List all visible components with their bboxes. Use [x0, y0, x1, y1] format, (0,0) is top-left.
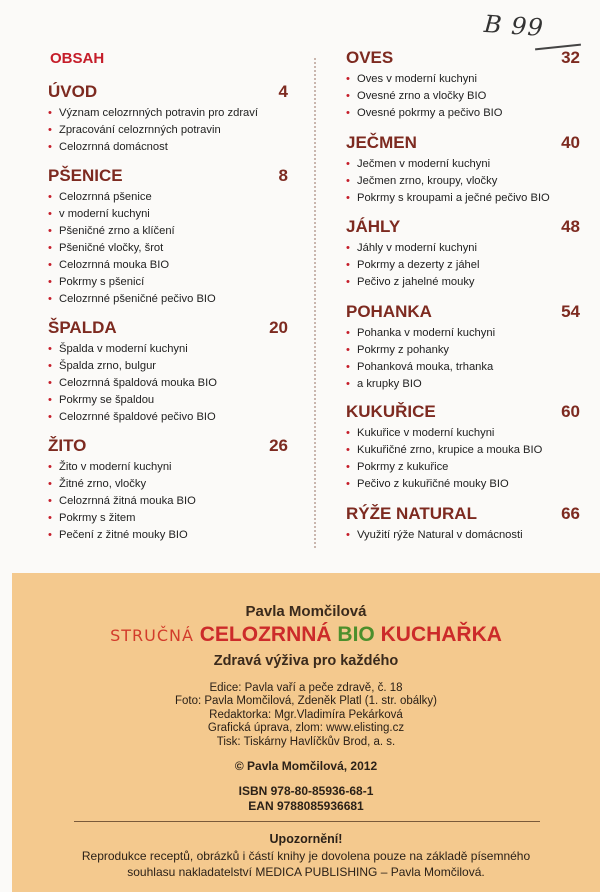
- toc-section: [346, 48, 580, 122]
- toc-item-list: [48, 459, 288, 544]
- toc-item: • Pečivo z jahelné mouky: [346, 274, 580, 291]
- toc-item: • Pokrmy z pohanky: [346, 342, 580, 359]
- author-name: Pavla Momčilová: [245, 603, 367, 620]
- title-part-2: BIO: [337, 623, 375, 646]
- toc-section-page: 40: [561, 133, 580, 152]
- toc-item: • Žito v moderní kuchyni: [48, 459, 288, 476]
- toc-section-header: [48, 82, 288, 102]
- toc-section-page: 8: [278, 166, 288, 185]
- toc-item-list: [346, 240, 580, 291]
- toc-section-page: 48: [561, 217, 580, 236]
- toc-section: [346, 133, 580, 207]
- warning-title: Upozornění!: [269, 832, 343, 846]
- toc-section-name: ŽITO: [48, 436, 87, 455]
- credit-line: Redaktorka: Mgr.Vladimíra Pekárková: [209, 708, 403, 721]
- toc-item: • Význam celozrnných potravin pro zdraví: [48, 105, 288, 122]
- isbn-block: [12, 784, 600, 814]
- toc-section: [346, 217, 580, 291]
- toc-section-name: ÚVOD: [48, 82, 98, 101]
- toc-section-page: 66: [561, 504, 580, 523]
- copyright: © Pavla Momčilová, 2012: [234, 759, 378, 773]
- toc-item: • Pokrmy a dezerty z jáhel: [346, 257, 580, 274]
- toc-item: • Pokrmy z kukuřice: [346, 459, 580, 476]
- toc-item: • Špalda zrno, bulgur: [48, 358, 288, 375]
- toc-section-page: 4: [278, 82, 288, 101]
- toc-section-name: PŠENICE: [48, 166, 123, 185]
- handwritten-note: B 99: [483, 9, 545, 43]
- toc-section-page: 26: [269, 436, 288, 455]
- toc-item: • Kukuřičné zrno, krupice a mouka BIO: [346, 442, 580, 459]
- toc-item: • Celozrnná žitná mouka BIO: [48, 493, 288, 510]
- toc-item: • Ovesné zrno a vločky BIO: [346, 88, 580, 105]
- title-part-1: CELOZRNNÁ: [199, 623, 332, 646]
- toc-section: [346, 402, 580, 493]
- toc-item: • Pečení z žitné mouky BIO: [48, 527, 288, 544]
- toc-item: • Celozrnné pšeničné pečivo BIO: [48, 291, 288, 308]
- toc-item: • Pšeničné vločky, šrot: [48, 240, 288, 257]
- warning-line: souhlasu nakladatelství MEDICA PUBLISHING – Pavla Momčilová.: [127, 865, 485, 879]
- toc-item: • Pokrmy s žitem: [48, 510, 288, 527]
- toc-section: [48, 436, 288, 544]
- toc-item-list: [346, 325, 580, 393]
- toc-item: • Ječmen v moderní kuchyni: [346, 156, 580, 173]
- toc-item: • Pokrmy s pšenicí: [48, 274, 288, 291]
- toc-item-list: [48, 189, 288, 308]
- toc-section-header: [346, 133, 580, 153]
- toc-item-list: [48, 341, 288, 426]
- credit-line: Edice: Pavla vaří a peče zdravě, č. 18: [209, 682, 403, 694]
- toc-item: • Ovesné pokrmy a pečivo BIO: [346, 105, 580, 122]
- toc-section: [48, 166, 288, 308]
- toc-section-page: 60: [561, 402, 580, 421]
- toc-item-list: [346, 71, 580, 122]
- toc-item: • Pečivo z kukuřičné mouky BIO: [346, 476, 580, 493]
- toc-item: • v moderní kuchyni: [48, 206, 288, 223]
- column-divider: [314, 58, 316, 548]
- isbn: ISBN 978-80-85936-68-1: [238, 784, 374, 798]
- book-title: [12, 623, 600, 647]
- toc-item: • Celozrnné špaldové pečivo BIO: [48, 409, 288, 426]
- toc-item: • Oves v moderní kuchyni: [346, 71, 580, 88]
- toc-item: • Celozrnná špaldová mouka BIO: [48, 375, 288, 392]
- toc-section-header: [48, 166, 288, 186]
- toc-section-name: ŠPALDA: [48, 318, 117, 337]
- toc-item: • Celozrnná mouka BIO: [48, 257, 288, 274]
- toc-item: • Pokrmy se špaldou: [48, 392, 288, 409]
- warning-text: [12, 848, 600, 880]
- toc-section-name: RÝŽE NATURAL: [346, 504, 477, 523]
- toc-section-header: [346, 302, 580, 322]
- toc-section-name: JEČMEN: [346, 133, 417, 152]
- toc-section-header: [346, 504, 580, 524]
- toc-title: OBSAH: [50, 50, 105, 67]
- toc-section-name: KUKUŘICE: [346, 402, 436, 421]
- toc-section-header: [346, 217, 580, 237]
- toc-section-header: [346, 48, 580, 68]
- toc-item-list: [346, 527, 580, 544]
- title-prefix: STRUČNÁ: [110, 626, 194, 645]
- warning-line: Reprodukce receptů, obrázků i částí knihy je dovolena pouze na základě písemného: [81, 849, 531, 863]
- credit-line: Foto: Pavla Momčilová, Zdeněk Platl (1. str. obálky): [174, 695, 438, 708]
- toc-item: • Pohanka v moderní kuchyni: [346, 325, 580, 342]
- toc-section: [48, 82, 288, 156]
- toc-item: • Jáhly v moderní kuchyni: [346, 240, 580, 257]
- title-part-3: KUCHAŘKA: [380, 623, 502, 646]
- toc-item: • Pšeničné zrno a klíčení: [48, 223, 288, 240]
- toc-section-header: [346, 402, 580, 422]
- ean: EAN 9788085936681: [248, 799, 364, 813]
- toc-item-list: [48, 105, 288, 156]
- toc-section: [48, 318, 288, 426]
- toc-section-header: [48, 436, 288, 456]
- toc-item-list: [346, 156, 580, 207]
- credits: [12, 682, 600, 749]
- toc-section-page: 20: [269, 318, 288, 337]
- toc-item: • Ječmen zrno, kroupy, vločky: [346, 173, 580, 190]
- toc-item: • Celozrnná domácnost: [48, 139, 288, 156]
- toc-item: • Zpracování celozrnných potravin: [48, 122, 288, 139]
- toc-section-page: 54: [561, 302, 580, 321]
- toc-section: [346, 504, 580, 544]
- toc-section-header: [48, 318, 288, 338]
- toc-item: • a krupky BIO: [346, 376, 580, 393]
- credit-line: Tisk: Tiskárny Havlíčkův Brod, a. s.: [216, 735, 396, 748]
- book-subtitle: Zdravá výživa pro každého: [213, 653, 399, 669]
- toc-item: • Špalda v moderní kuchyni: [48, 341, 288, 358]
- toc-item-list: [346, 425, 580, 493]
- toc-item: • Pokrmy s kroupami a ječné pečivo BIO: [346, 190, 580, 207]
- colophon-band: [12, 573, 600, 892]
- toc-section-page: 32: [561, 48, 580, 67]
- toc-item: • Celozrnná pšenice: [48, 189, 288, 206]
- credit-line: Grafická úprava, zlom: www.elisting.cz: [207, 722, 405, 735]
- toc-section-name: OVES: [346, 48, 394, 67]
- toc-section: [346, 302, 580, 393]
- toc-item: • Žitné zrno, vločky: [48, 476, 288, 493]
- toc-section-name: JÁHLY: [346, 217, 401, 236]
- separator-rule: [74, 821, 540, 822]
- toc-item: • Využití rýže Natural v domácnosti: [346, 527, 580, 544]
- toc-section-name: POHANKA: [346, 302, 432, 321]
- toc-item: • Kukuřice v moderní kuchyni: [346, 425, 580, 442]
- toc-item: • Pohanková mouka, trhanka: [346, 359, 580, 376]
